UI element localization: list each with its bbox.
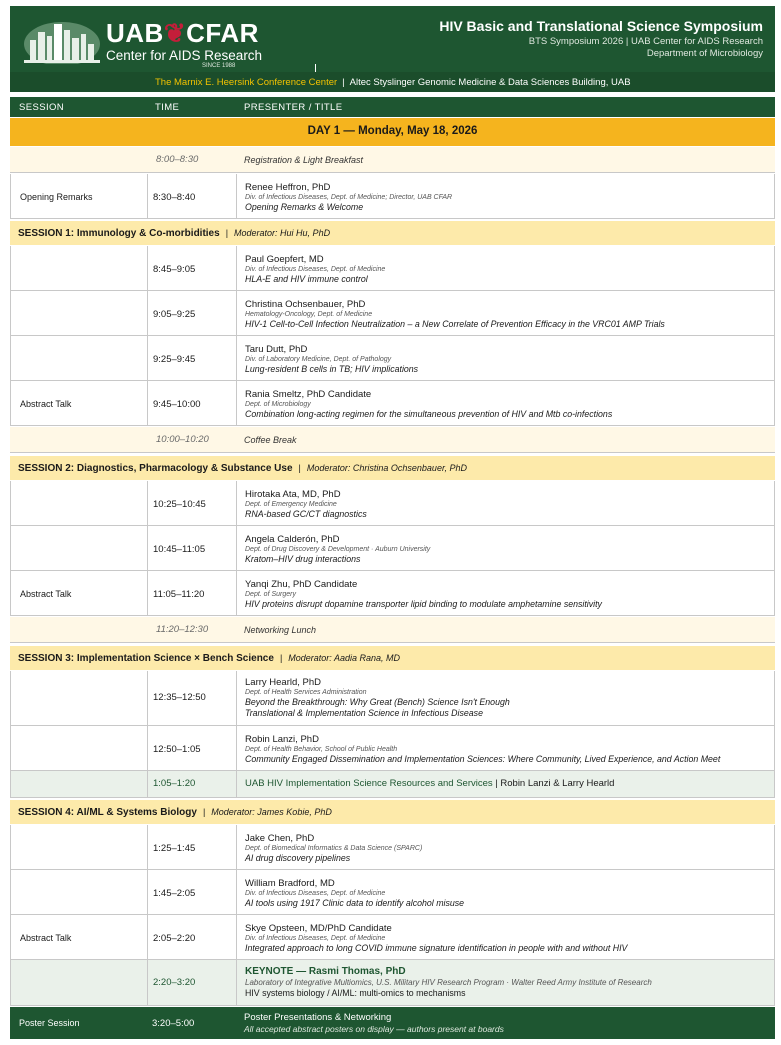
break-time: 10:00–10:20 <box>156 434 209 445</box>
talk-title: RNA-based GC/CT diagnostics <box>245 509 367 519</box>
keynote-affiliation: Laboratory of Integrative Multiomics, U.S. Military HIV Research Program · Walter Reed Army Institute of Research <box>245 978 652 987</box>
presenter-affiliation: Dept. of Emergency Medicine <box>245 501 337 508</box>
session-header-3 <box>10 646 775 670</box>
column-divider <box>147 481 148 525</box>
presenter-affiliation: Dept. of Drug Discovery & Development · Auburn University <box>245 546 431 553</box>
column-divider <box>147 771 148 797</box>
presenter-block <box>245 878 464 908</box>
talk-time: 8:45–9:05 <box>153 264 196 275</box>
column-divider <box>147 915 148 959</box>
column-divider <box>236 526 237 570</box>
presenter-name: Yanqi Zhu, PhD Candidate <box>245 579 358 590</box>
presenter-affiliation: Dept. of Biomedical Informatics & Data Science (SPARC) <box>245 845 423 852</box>
day-banner: DAY 1 — Monday, May 18, 2026 <box>10 118 775 146</box>
column-divider <box>236 825 237 869</box>
column-divider <box>236 960 237 1005</box>
talk-time: 2:05–2:20 <box>153 933 196 944</box>
schedule-row <box>10 481 775 526</box>
presenter-affiliation: Hematology-Oncology, Dept. of Medicine <box>245 311 373 318</box>
presenter-affiliation: Div. of Laboratory Medicine, Dept. of Pathology <box>245 356 392 363</box>
talk-title: AI tools using 1917 Clinic data to identify alcohol misuse <box>245 898 465 908</box>
session-title: SESSION 1: Immunology & Co-morbidities | Moderator: Hui Hu, PhD <box>18 228 331 239</box>
session-moderator: Moderator: Aadia Rana, MD <box>288 653 400 663</box>
schedule-row <box>10 671 775 726</box>
column-divider <box>236 571 237 615</box>
venue-secondary: Altec Styslinger Genomic Medicine & Data Sciences Building, UAB <box>349 77 631 88</box>
column-divider <box>147 825 148 869</box>
presenter-block <box>245 833 422 863</box>
talk-time: 9:25–9:45 <box>153 354 196 365</box>
talk-time: 1:45–2:05 <box>153 888 196 899</box>
schedule-row-opening <box>10 174 775 219</box>
column-divider <box>236 174 237 218</box>
session-header-4 <box>10 800 775 824</box>
resources-presenters: | Robin Lanzi & Larry Hearld <box>492 778 615 789</box>
column-divider <box>147 671 148 725</box>
break-time: 11:20–12:30 <box>156 624 209 635</box>
talk-title: Opening Remarks & Welcome <box>245 202 364 212</box>
column-divider <box>236 726 237 770</box>
schedule-row-abstract <box>10 571 775 616</box>
header-banner <box>10 6 775 72</box>
column-header-session: SESSION <box>19 102 65 113</box>
session-header-2 <box>10 456 775 480</box>
column-divider <box>236 246 237 290</box>
column-divider <box>147 960 148 1005</box>
talk-title: Integrated approach to long COVID immune signature identification in people with and without HIV <box>245 943 628 953</box>
presenter-block <box>245 534 430 564</box>
talk-subtitle: Translational & Implementation Science in Infectious Disease <box>245 708 483 718</box>
presenter-block <box>245 389 612 419</box>
talk-title: HLA-E and HIV immune control <box>245 274 368 284</box>
session-moderator: Moderator: James Kobie, PhD <box>211 807 332 817</box>
column-divider <box>236 915 237 959</box>
talk-time: 1:25–1:45 <box>153 843 196 854</box>
venue-primary: The Marnix E. Heersink Conference Center <box>155 77 338 88</box>
keynote-title: KEYNOTE — Rasmi Thomas, PhD <box>245 966 406 977</box>
presenter-affiliation: Div. of Infectious Diseases, Dept. of Medicine <box>245 890 386 897</box>
poster-block <box>244 1012 504 1034</box>
uab-cfar-logo <box>22 12 263 69</box>
page-title: HIV Basic and Translational Science Symposium <box>439 18 763 34</box>
keynote-block <box>245 966 652 998</box>
session-label: Poster Session <box>19 1018 80 1028</box>
presenter-name: Rania Smeltz, PhD Candidate <box>245 389 372 400</box>
presenter-name: Christina Ochsenbauer, PhD <box>245 299 366 310</box>
column-divider <box>236 291 237 335</box>
presenter-affiliation: Dept. of Surgery <box>245 591 296 598</box>
presenter-affiliation: Div. of Infectious Diseases, Dept. of Medicine <box>245 935 386 942</box>
presenter-name: Angela Calderón, PhD <box>245 534 340 545</box>
talk-title: AI drug discovery pipelines <box>245 853 351 863</box>
schedule-row <box>10 870 775 915</box>
talk-time: 12:50–1:05 <box>153 744 201 755</box>
column-divider <box>147 246 148 290</box>
presenter-block <box>245 254 385 284</box>
session-label: Abstract Talk <box>20 933 72 943</box>
presenter-name: Larry Hearld, PhD <box>245 677 322 688</box>
presenter-name: Renee Heffron, PhD <box>245 182 331 193</box>
talk-time: 9:05–9:25 <box>153 309 196 320</box>
session-label: Abstract Talk <box>20 589 72 599</box>
logo-wordmark: UAB❦CFAR <box>106 18 259 48</box>
column-divider <box>147 726 148 770</box>
column-divider <box>236 671 237 725</box>
resources-title <box>245 778 614 789</box>
column-divider <box>147 381 148 425</box>
presenter-block <box>245 299 665 329</box>
presenter-affiliation: Dept. of Health Services Administration <box>245 689 367 696</box>
presenter-block <box>245 677 510 718</box>
column-divider <box>236 771 237 797</box>
presenter-name: Paul Goepfert, MD <box>245 254 324 265</box>
venue-bar <box>10 72 775 92</box>
session-title-text: SESSION 1: Immunology & Co-morbidities <box>18 228 220 239</box>
presenter-name: William Bradford, MD <box>245 878 335 889</box>
talk-time: 1:05–1:20 <box>153 778 196 789</box>
column-divider <box>147 870 148 914</box>
talk-title: Combination long-acting regimen for the simultaneous prevention of HIV and Mtb co-infections <box>245 409 613 419</box>
header-department: Department of Microbiology <box>646 48 763 59</box>
schedule-row <box>10 291 775 336</box>
break-label: Networking Lunch <box>244 625 317 635</box>
break-row <box>10 617 775 643</box>
column-divider <box>147 526 148 570</box>
poster-row <box>10 1007 775 1039</box>
column-divider <box>236 336 237 380</box>
schedule-row-abstract <box>10 915 775 960</box>
talk-time: 2:20–3:20 <box>153 977 196 988</box>
presenter-block <box>245 579 602 609</box>
session-title-text: SESSION 4: AI/ML & Systems Biology <box>18 807 197 818</box>
schedule-row <box>10 246 775 291</box>
column-divider <box>147 174 148 218</box>
presenter-name: Robin Lanzi, PhD <box>245 734 319 745</box>
presenter-affiliation: Dept. of Microbiology <box>245 401 311 408</box>
schedule-row-abstract <box>10 381 775 426</box>
column-divider <box>236 481 237 525</box>
talk-title: Lung-resident B cells in TB; HIV implications <box>245 364 419 374</box>
session-title-text: SESSION 2: Diagnostics, Pharmacology & Substance Use <box>18 463 293 474</box>
session-moderator: Moderator: Christina Ochsenbauer, PhD <box>306 463 467 473</box>
talk-time: 8:30–8:40 <box>153 192 196 203</box>
talk-time: 10:25–10:45 <box>153 499 206 510</box>
keynote-row <box>10 960 775 1006</box>
keynote-talk: HIV systems biology / AI/ML: multi-omics to mechanisms <box>245 988 466 998</box>
break-row <box>10 147 775 173</box>
presenter-block <box>245 734 720 764</box>
session-title: SESSION 4: AI/ML & Systems Biology | Moderator: James Kobie, PhD <box>18 807 332 818</box>
schedule-row <box>10 726 775 771</box>
session-moderator: Moderator: Hui Hu, PhD <box>234 228 331 238</box>
column-divider <box>236 381 237 425</box>
presenter-name: Jake Chen, PhD <box>245 833 315 844</box>
talk-title: HIV-1 Cell-to-Cell Infection Neutralization – a New Correlate of Prevention Efficacy in the VRC01 AMP Trials <box>245 319 665 329</box>
schedule-row <box>10 336 775 381</box>
presenter-name: Skye Opsteen, MD/PhD Candidate <box>245 923 392 934</box>
presenter-block <box>245 923 627 953</box>
break-label: Registration & Light Breakfast <box>244 155 364 165</box>
session-title-text: SESSION 3: Implementation Science × Bench Science <box>18 653 274 664</box>
poster-description: All accepted abstract posters on display — authors present at boards <box>244 1024 504 1034</box>
break-time: 8:00–8:30 <box>156 154 199 165</box>
talk-time: 11:05–11:20 <box>153 589 205 600</box>
talk-title: Kratom–HIV drug interactions <box>245 554 361 564</box>
talk-time: 9:45–10:00 <box>153 399 201 410</box>
presenter-block <box>245 182 452 212</box>
skyline-icon <box>22 16 102 64</box>
talk-title: HIV proteins disrupt dopamine transporter lipid binding to modulate amphetamine sensitivity <box>245 599 602 609</box>
column-divider <box>147 291 148 335</box>
presenter-name: Taru Dutt, PhD <box>245 344 308 355</box>
header-divider-tick <box>315 64 316 72</box>
presenter-affiliation: Dept. of Health Behavior, School of Public Health <box>245 746 398 753</box>
session-title: SESSION 3: Implementation Science × Bench Science | Moderator: Aadia Rana, MD <box>18 653 400 664</box>
logo-since: SINCE 1988 <box>202 63 236 69</box>
resources-row <box>10 771 775 798</box>
presenter-name: Hirotaka Ata, MD, PhD <box>245 489 341 500</box>
column-divider <box>236 870 237 914</box>
presenter-block <box>245 489 367 519</box>
header-subtitle: BTS Symposium 2026 | UAB Center for AIDS Research <box>528 36 763 47</box>
session-header-1 <box>10 221 775 245</box>
talk-time: 10:45–11:05 <box>153 544 206 555</box>
column-header-presenter: PRESENTER / TITLE <box>244 102 343 113</box>
talk-title: Community Engaged Dissemination and Implementation Sciences: Where Community, Lived Experience, and Action Meet <box>245 754 721 764</box>
talk-time: 3:20–5:00 <box>152 1018 195 1029</box>
break-row <box>10 427 775 453</box>
session-label: Opening Remarks <box>20 192 93 202</box>
presenter-block <box>245 344 418 374</box>
talk-title: Beyond the Breakthrough: Why Great (Bench) Science Isn't Enough <box>245 697 510 707</box>
column-divider <box>147 336 148 380</box>
session-title: SESSION 2: Diagnostics, Pharmacology & Substance Use | Moderator: Christina Ochsenbauer, PhD <box>18 463 467 474</box>
poster-title: Poster Presentations & Networking <box>244 1012 392 1023</box>
column-divider <box>147 571 148 615</box>
column-header-time: TIME <box>155 102 180 113</box>
resources-label: UAB HIV Implementation Science Resources and Services <box>245 778 493 789</box>
logo-subtitle: Center for AIDS Research <box>106 48 263 63</box>
break-label: Coffee Break <box>244 435 297 445</box>
talk-time: 12:35–12:50 <box>153 692 206 703</box>
venue-separator: | <box>342 77 345 88</box>
schedule-row <box>10 526 775 571</box>
column-header-row <box>10 97 775 117</box>
schedule-row <box>10 825 775 870</box>
session-label: Abstract Talk <box>20 399 72 409</box>
presenter-affiliation: Div. of Infectious Diseases, Dept. of Medicine <box>245 266 386 273</box>
presenter-affiliation: Div. of Infectious Diseases, Dept. of Medicine; Director, UAB CFAR <box>245 194 453 201</box>
